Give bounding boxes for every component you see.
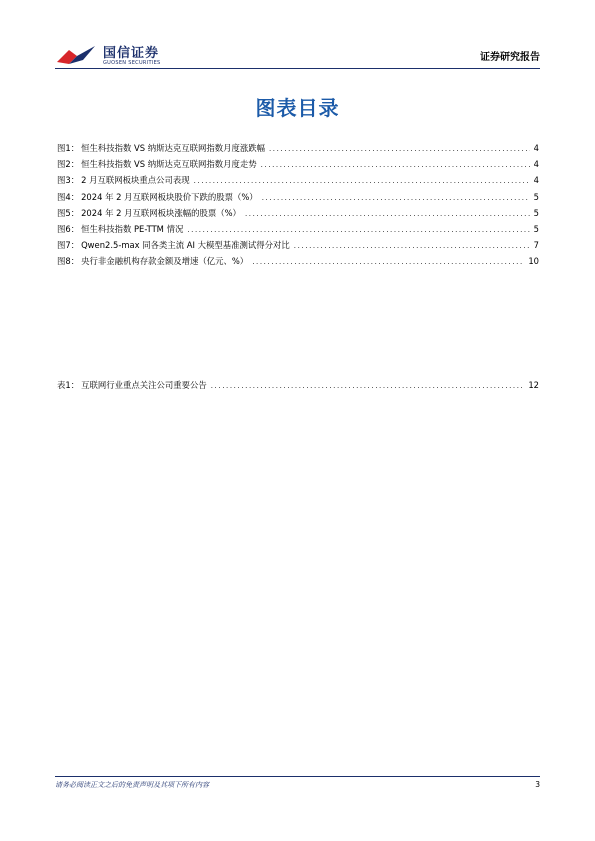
toc-figure-entry[interactable] bbox=[57, 237, 539, 253]
toc-entry-label: 图5： bbox=[57, 207, 80, 218]
toc-dot-leader bbox=[294, 238, 530, 254]
toc-figure-entry[interactable] bbox=[57, 140, 539, 156]
toc-entry-label: 表1： bbox=[57, 380, 80, 390]
toc-entry-page: 10 bbox=[528, 256, 539, 267]
toc-figure-entry[interactable] bbox=[57, 221, 539, 237]
disclaimer-note: 请务必阅读正文之后的免责声明及其项下所有内容 bbox=[55, 781, 209, 789]
toc-figure-entry[interactable] bbox=[57, 205, 539, 221]
toc-entry-page: 4 bbox=[533, 159, 539, 170]
toc-dot-leader bbox=[187, 222, 529, 238]
toc-entry-page: 12 bbox=[528, 380, 539, 390]
toc-figure-entry[interactable] bbox=[57, 172, 539, 188]
figure-toc-list bbox=[57, 140, 539, 270]
toc-entry-title: 恒生科技指数 VS 纳斯达克互联网指数月度走势 bbox=[81, 159, 257, 170]
toc-figure-entry[interactable] bbox=[57, 189, 539, 205]
toc-entry-page: 5 bbox=[533, 223, 539, 234]
toc-entry-label: 图7： bbox=[57, 240, 80, 251]
toc-dot-leader bbox=[269, 141, 530, 157]
toc-entry-title: 恒生科技指数 PE-TTM 情况 bbox=[81, 223, 184, 234]
toc-entry-label: 图6： bbox=[57, 223, 80, 234]
toc-entry-title: 2024 年 2 月互联网板块涨幅的股票（%） bbox=[81, 207, 241, 218]
logo-chinese-name: 国信证券 bbox=[103, 46, 160, 61]
toc-title: 图表目录 bbox=[255, 96, 340, 120]
toc-dot-leader bbox=[194, 173, 530, 189]
toc-figure-entry[interactable] bbox=[57, 253, 539, 269]
toc-dot-leader bbox=[261, 157, 530, 173]
guosen-logo-icon bbox=[55, 42, 97, 68]
toc-entry-title: 2 月互联网板块重点公司表现 bbox=[81, 175, 190, 186]
logo-english-name: GUOSEN SECURITIES bbox=[103, 60, 161, 66]
toc-entry-page: 4 bbox=[533, 175, 539, 186]
toc-entry-title: 央行非金融机构存款金额及增速（亿元、%） bbox=[81, 256, 249, 267]
toc-dot-leader bbox=[211, 378, 525, 394]
toc-dot-leader bbox=[262, 190, 530, 206]
toc-figure-entry[interactable] bbox=[57, 156, 539, 172]
footer-divider bbox=[55, 776, 540, 777]
table-toc-list bbox=[57, 377, 539, 393]
toc-table-entry[interactable] bbox=[57, 377, 539, 393]
toc-dot-leader bbox=[245, 206, 530, 222]
toc-entry-page: 5 bbox=[533, 191, 539, 202]
guosen-logo bbox=[55, 40, 185, 70]
toc-entry-title: 互联网行业重点关注公司重要公告 bbox=[81, 380, 207, 390]
toc-entry-page: 4 bbox=[533, 143, 539, 153]
page-number: 3 bbox=[535, 780, 540, 789]
toc-entry-label: 图2： bbox=[57, 159, 80, 170]
toc-entry-title: 2024 年 2 月互联网板块股价下跌的股票（%） bbox=[81, 191, 258, 202]
toc-entry-label: 图8： bbox=[57, 256, 80, 267]
toc-entry-title: 恒生科技指数 VS 纳斯达克互联网指数月度涨跌幅 bbox=[81, 143, 265, 153]
toc-entry-page: 7 bbox=[533, 240, 539, 251]
toc-entry-label: 图4： bbox=[57, 191, 80, 202]
toc-entry-label: 图3： bbox=[57, 175, 80, 186]
report-type-label: 证券研究报告 bbox=[480, 52, 540, 63]
toc-entry-label: 图1： bbox=[57, 143, 80, 153]
header-divider bbox=[55, 68, 540, 69]
toc-entry-page: 5 bbox=[533, 207, 539, 218]
toc-dot-leader bbox=[252, 254, 524, 270]
toc-entry-title: Qwen2.5-max 同各类主流 AI 大模型基准测试得分对比 bbox=[81, 240, 290, 251]
